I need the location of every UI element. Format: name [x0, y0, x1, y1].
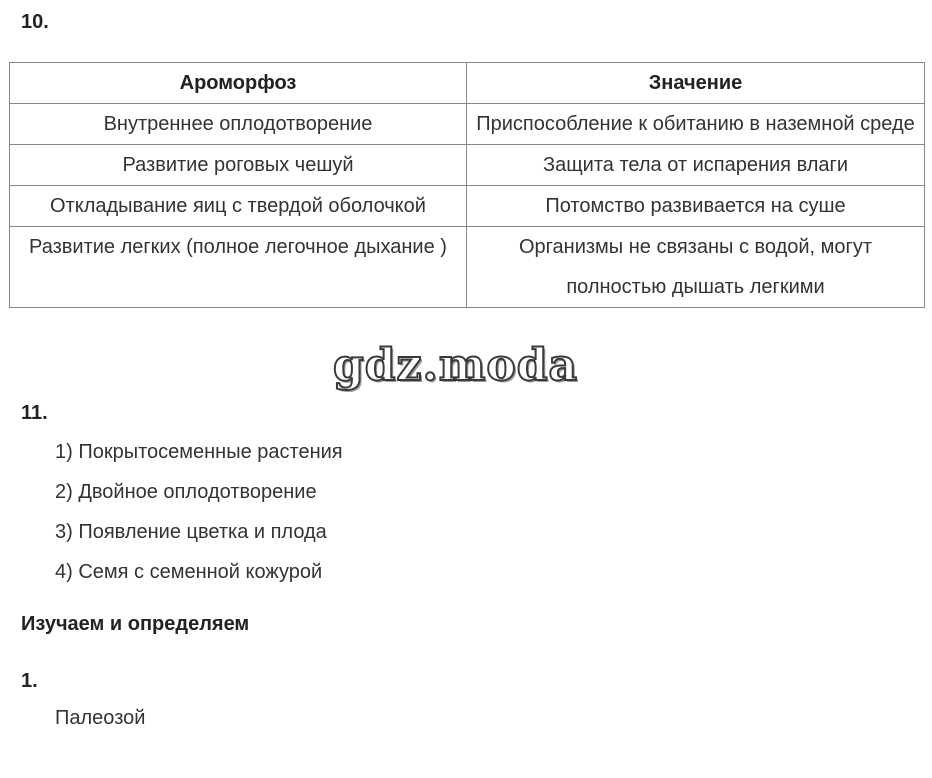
cell-meaning: Организмы не связаны с водой, могут полностью дышать легкими — [467, 227, 925, 308]
task-1-answer: Палеозой — [55, 707, 146, 729]
cell-aromorphosis: Внутреннее оплодотворение — [10, 104, 467, 145]
table-row — [10, 145, 925, 186]
header-aromorphosis: Ароморфоз — [10, 63, 467, 104]
cell-aromorphosis: Откладывание яиц с твердой оболочкой — [10, 186, 467, 227]
aromorphosis-table — [9, 62, 925, 308]
cell-aromorphosis: Развитие роговых чешуй — [10, 145, 467, 186]
task-10-number: 10. — [21, 11, 49, 33]
cell-meaning: Приспособление к обитанию в наземной среде — [467, 104, 925, 145]
table-row — [10, 104, 925, 145]
table-row — [10, 186, 925, 227]
task-11-answer-list — [55, 432, 343, 592]
cell-aromorphosis: Развитие легких (полное легочное дыхание ) — [10, 227, 467, 308]
cell-meaning: Защита тела от испарения влаги — [467, 145, 925, 186]
site-watermark: gdz.moda — [333, 340, 579, 391]
list-item: 2) Двойное оплодотворение — [55, 481, 317, 503]
table-row — [10, 227, 925, 308]
list-item: 1) Покрытосеменные растения — [55, 441, 343, 463]
list-item: 3) Появление цветка и плода — [55, 521, 327, 543]
task-11-number: 11. — [21, 402, 48, 424]
list-item: 4) Семя с семенной кожурой — [55, 561, 323, 583]
section-heading: Изучаем и определяем — [21, 613, 250, 635]
task-1-number: 1. — [21, 670, 38, 692]
cell-meaning: Потомство развивается на суше — [467, 186, 925, 227]
header-meaning: Значение — [467, 63, 925, 104]
table-header-row — [10, 63, 925, 104]
